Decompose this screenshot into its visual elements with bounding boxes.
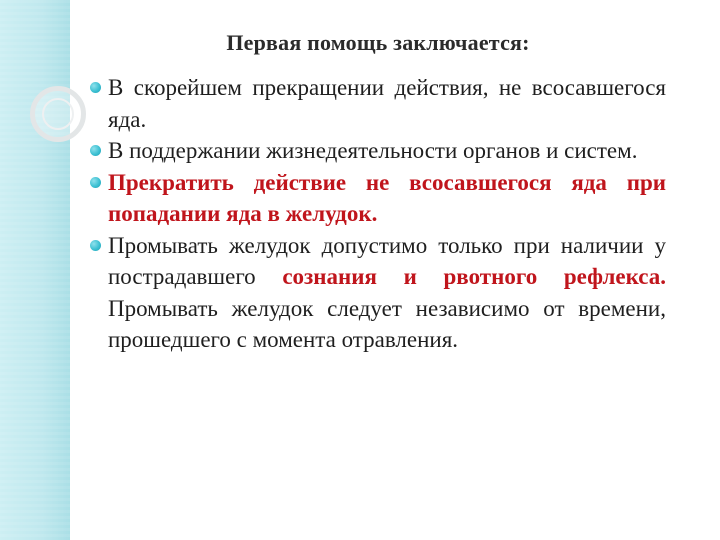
inner-ring-decoration-icon	[42, 98, 74, 130]
bullet-text-1: В скорейшем прекращении действия, не всосавшегося яда.	[108, 75, 666, 132]
bullet-item-2	[84, 135, 666, 167]
bullet-dot-icon	[90, 177, 101, 188]
slide-content	[84, 72, 666, 356]
bullet-text-3-emphasis: Прекратить действие не всосавшегося яда при попадании яда в желудок.	[108, 169, 666, 226]
bullet-dot-icon	[90, 145, 101, 156]
bullet-item-4	[84, 230, 666, 356]
bullet-dot-icon	[90, 82, 101, 93]
bullet-text-2: В поддержании жизнедеятельности органов и систем.	[108, 138, 638, 163]
slide-title: Первая помощь заключается:	[226, 30, 530, 55]
bullet-item-3	[84, 167, 666, 230]
bullet-dot-icon	[90, 240, 101, 251]
bullet-text-4-before: Промывать желудок допустимо только при наличии у пострадавшего	[108, 232, 666, 289]
bullet-item-1	[84, 72, 666, 135]
bullet-list	[84, 72, 666, 356]
bullet-text-4-highlight: сознания и рвотного рефлекса.	[282, 264, 666, 289]
side-decoration-band	[0, 0, 70, 540]
bullet-text-4-after: Промывать желудок следует независимо от времени, прошедшего с момента отравления.	[108, 295, 666, 352]
